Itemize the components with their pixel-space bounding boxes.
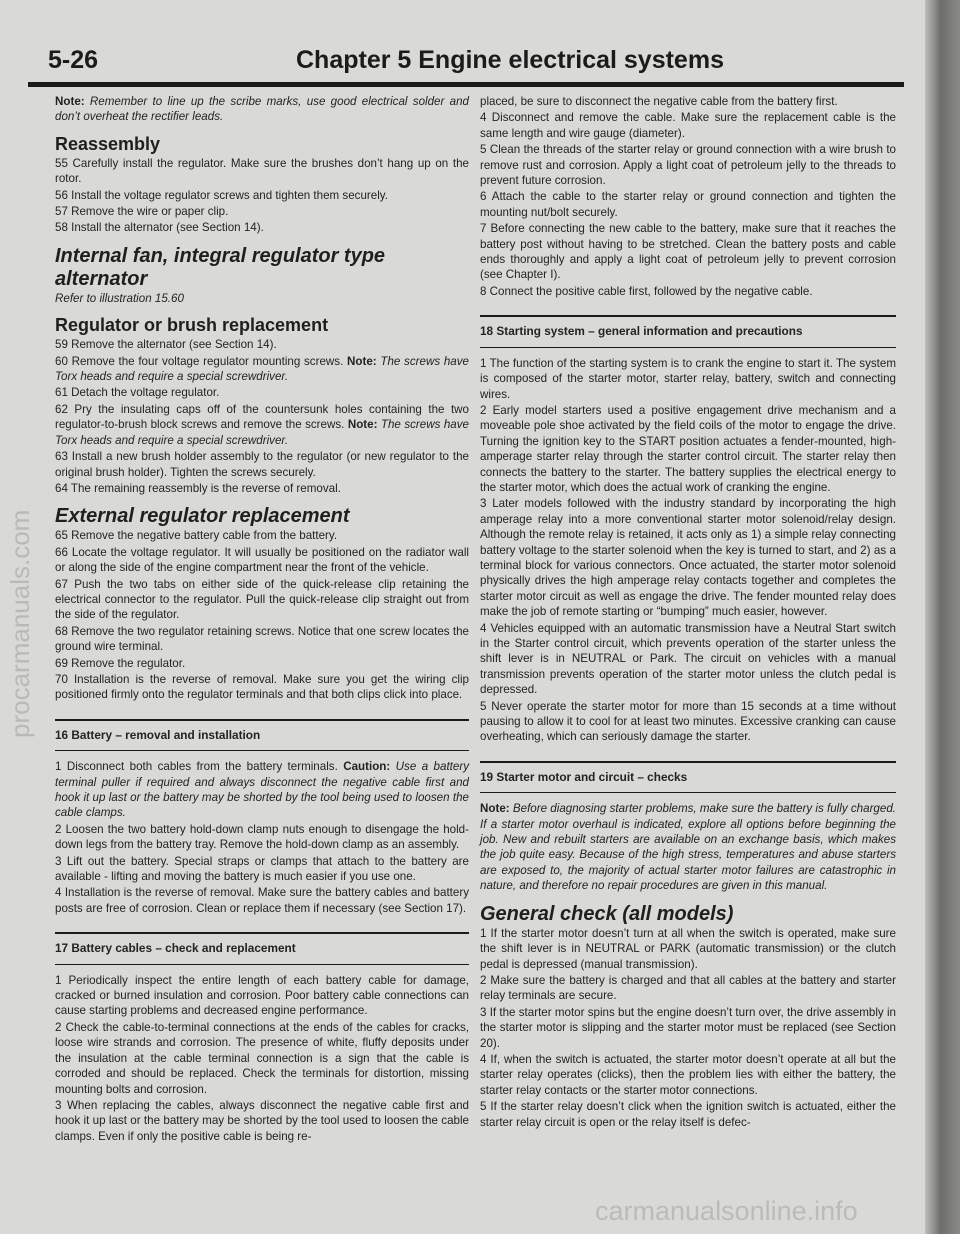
paragraph: 68 Remove the two regulator retaining screws. Notice that one screw locates the ground wire terminal. (55, 624, 469, 654)
paragraph: 4 Vehicles equipped with an automatic transmission have a Neutral Start switch in the Starter control circuit, which prevents operation of the starter unless the shift lever is in NEUTRAL or Park. The circuit on vehicles with a manual transmission prevents operation of the starter motor unless the clutch pedal is depressed. (480, 621, 896, 697)
paragraph: 2 Make sure the battery is charged and that all cables at the battery and starter relay terminals are secure. (480, 973, 896, 1003)
heading-reassembly: Reassembly (55, 133, 161, 154)
paragraph: 4 Installation is the reverse of removal. Make sure the battery cables and battery posts are free of corrosion. Clean or replace them if necessary (see Section 17). (55, 886, 469, 915)
section-17-heading: 17 Battery cables – check and replacement (55, 932, 469, 964)
paragraph: 69 Remove the regulator. (55, 656, 186, 670)
paragraph: 66 Locate the voltage regulator. It will usually be positioned on the radiator wall or along the side of the engine compartment near the front of the vehicle. (55, 545, 469, 575)
watermark-left (5, 500, 35, 740)
heading-general-check: General check (all models) (480, 902, 734, 925)
heading-regulator-brush: Regulator or brush replacement (55, 315, 329, 336)
paragraph: 62 Pry the insulating caps off of the countersunk holes containing the two regulator-to-brush block screws and remove the screws. Note: The screws have Torx heads and require a special screwdriver. (55, 402, 469, 447)
paragraph: Note: Remember to line up the scribe marks, use good electrical solder and don’t overheat the rectifier leads. (55, 95, 469, 124)
paragraph: placed, be sure to disconnect the negative cable from the battery first. (480, 95, 838, 108)
paragraph: 4 If, when the switch is actuated, the starter motor doesn’t operate at all but the starter relay operates (clicks), then the problem lies with either the battery, the starter relay contacts or the starter motor connections. (480, 1052, 896, 1097)
paragraph: 57 Remove the wire or paper clip. (55, 205, 229, 219)
left-column (55, 94, 469, 1145)
paragraph: 3 If the starter motor spins but the engine doesn’t turn over, the drive assembly in the starter motor is slipping and the starter motor must be replaced (see Section 20). (480, 1005, 896, 1050)
paragraph: 1 Periodically inspect the entire length of each battery cable for damage, cracked or burned insulation and corrosion. Poor battery cable connections can cause starting problems and decreased engine performance. (55, 973, 469, 1018)
paragraph: 58 Install the alternator (see Section 14). (55, 221, 264, 235)
paragraph: 8 Connect the positive cable first, followed by the negative cable. (480, 284, 813, 298)
page-number: 5-26 (48, 46, 99, 74)
paragraph: 5 Never operate the starter motor for more than 15 seconds at a time without pausing to allow it to cool for at least two minutes. Excessive cranking can cause overheating, which can seriously damage the starter. (480, 699, 896, 744)
section-18-heading: 18 Starting system – general information and precautions (480, 315, 896, 347)
paragraph: 2 Loosen the two battery hold-down clamp nuts enough to disengage the hold-down legs from the battery tray. Remove the hold-down clamp as an assembly. (55, 822, 469, 852)
paragraph: 2 Check the cable-to-terminal connections at the ends of the cables for cracks, loose wire strands and corrosion. The presence of white, fluffy deposits under the insulation at the cable terminal connection is a sign that the cable is corroded and should be replaced. Check the terminals for distortion, missing mounting bolts and corrosion. (55, 1020, 469, 1096)
paragraph: 56 Install the voltage regulator screws and tighten them securely. (55, 188, 388, 202)
paragraph: 67 Push the two tabs on either side of the quick-release clip retaining the electrical connector to the regulator. Pull the quick-release clip straight out from the side of the regulator. (55, 577, 469, 622)
paragraph: 4 Disconnect and remove the cable. Make sure the replacement cable is the same length and wire gauge (diameter). (480, 111, 896, 140)
paragraph: 3 Lift out the battery. Special straps or clamps that attach to the battery are available - lifting and moving the battery is much easier if you use one. (55, 854, 469, 884)
illustration-ref: Refer to illustration 15.60 (55, 291, 184, 305)
paragraph: 5 Clean the threads of the starter relay or ground connection with a wire brush to remove rust and corrosion. Apply a light coat of petroleum jelly to the threads to prevent future corrosion. (480, 143, 896, 188)
watermark-bottom: carmanualsonline.info (595, 1196, 858, 1226)
paragraph: 3 Later models followed with the industry standard by incorporating the high amperage relay into a more conventional starter motor solenoid/relay design. Although the remote relay is retained, it acts only as 1) a simple relay connecting battery voltage to the starter solenoid when the key is turned to start, and 2) as a terminal block for various connectors. Once actuated, the starter motor solenoid physically drives the high amperage relay contacts together and completes the starter motor circuit as well as engage the drive. The fender mounted relay does make the job of remote starting or “bumping” much easier, however. (480, 497, 896, 619)
section-16-heading: 16 Battery – removal and installation (55, 719, 469, 751)
paragraph: 64 The remaining reassembly is the reverse of removal. (55, 481, 341, 495)
page-binding-shadow (925, 0, 960, 1234)
paragraph: 65 Remove the negative battery cable from the battery. (55, 529, 338, 543)
chapter-title: Chapter 5 Engine electrical systems (296, 46, 724, 74)
paragraph: 59 Remove the alternator (see Section 14). (55, 338, 277, 352)
heading-external-regulator: External regulator replacement (55, 505, 350, 528)
header-rule (28, 82, 904, 87)
paragraph: 1 Disconnect both cables from the battery terminals. Caution: Use a battery terminal puller if required and always disconnect the negative cable first and hook it up last or the battery may be shorted by the tool being used to loosen the cable clamps. (55, 760, 469, 820)
paragraph: 6 Attach the cable to the starter relay or ground connection and tighten the mounting nut/bolt securely. (480, 190, 896, 219)
paragraph: 5 If the starter relay doesn’t click when the ignition switch is actuated, either the starter relay circuit is open or the relay itself is defec- (480, 1100, 896, 1129)
right-column (480, 94, 896, 1131)
section-19-heading: 19 Starter motor and circuit – checks (480, 761, 896, 793)
paragraph: 63 Install a new brush holder assembly to the regulator (or new regulator to the original brush holder). Tighten the screws securely. (55, 450, 469, 479)
paragraph: 60 Remove the four voltage regulator mounting screws. Note: The screws have Torx heads and require a special screwdriver. (55, 354, 469, 384)
paragraph: 2 Early model starters used a positive engagement drive mechanism and a moveable pole shoe activated by the field coils of the motor to engage the drive. Turning the ignition key to the START position actuates a fender-mounted, high-amperage starter relay through the starter control circuit. The starter relay then connects the battery to the starter. The battery supplies the electrical energy to the starter motor, which does the actual work of cranking the engine. (480, 403, 896, 494)
paragraph: 61 Detach the voltage regulator. (55, 386, 220, 400)
paragraph: 3 When replacing the cables, always disconnect the negative cable first and hook it up last or the battery may be shorted by the tool used to loosen the cable clamps. Even if only the positive cable is being re- (55, 1098, 469, 1143)
paragraph: 7 Before connecting the new cable to the battery, make sure that it reaches the battery post without having to be stretched. Clean the battery posts and cable ends thoroughly and apply a light coat of petroleum jelly to prevent corrosion (see Chapter I). (480, 222, 896, 282)
paragraph: Note: Before diagnosing starter problems, make sure the battery is fully charged. If a starter motor overhaul is indicated, explore all options before beginning the job. New and rebuilt starters are available on an exchange basis, which makes the job quite easy. Because of the high stress, temperatures and abuse starters are exposed to, the majority of actual starter motor failures are catastrophic in nature, and therefore no repair procedures are given in this manual. (480, 802, 896, 893)
paragraph: 70 Installation is the reverse of removal. Make sure you get the wiring clip positioned firmly onto the regulator terminals and that both clips click into place. (55, 672, 469, 702)
paragraph: 55 Carefully install the regulator. Make sure the brushes don’t hang up on the rotor. (55, 156, 469, 186)
heading-internal-fan: Internal fan, integral regulator type alternator (55, 244, 386, 290)
watermark-left-text: procarmanuals.com (5, 509, 35, 738)
paragraph: 1 The function of the starting system is to crank the engine to start it. The system is composed of the starter motor, starter relay, battery, switch and connecting wires. (480, 356, 896, 401)
paragraph: 1 If the starter motor doesn’t turn at all when the switch is operated, make sure the shift lever is in NEUTRAL or PARK (automatic transmission) or the clutch pedal is depressed (manual transmission). (480, 926, 896, 971)
